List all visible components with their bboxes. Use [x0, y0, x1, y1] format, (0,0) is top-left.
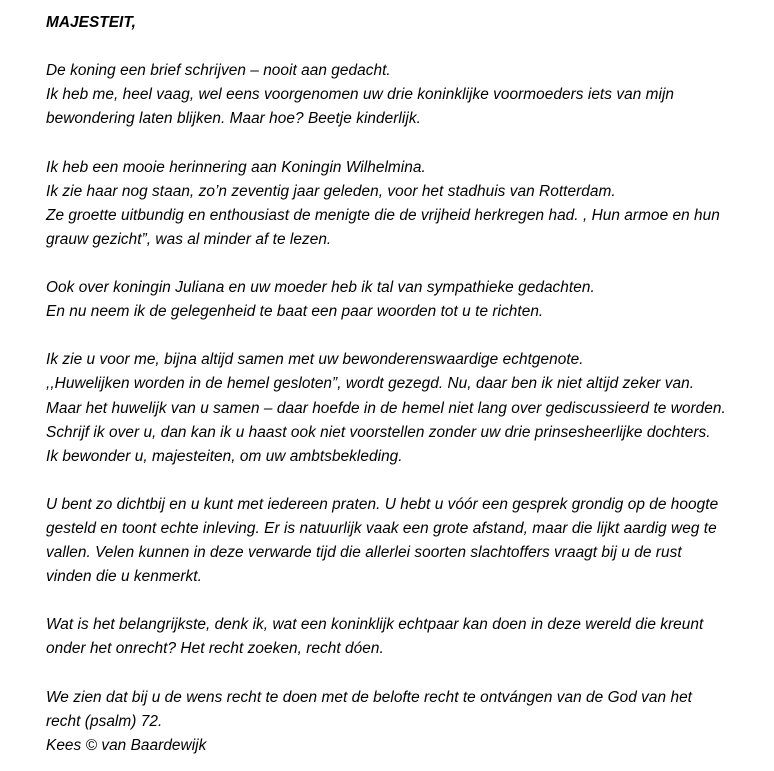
- salutation: MAJESTEIT,: [46, 14, 137, 31]
- text-line: Maar het huwelijk van u samen – daar hoefde in de hemel niet lang over gediscussieerd te worden.: [46, 399, 726, 417]
- text-line: recht (psalm) 72.: [46, 712, 163, 730]
- paragraph-1: [46, 59, 770, 131]
- text-line: De koning een brief schrijven – nooit aan gedacht.: [46, 62, 391, 80]
- text-line: Ik bewonder u, majesteiten, om uw ambtsbekleding.: [46, 447, 403, 465]
- paragraph-6: [46, 613, 770, 661]
- text-line: En nu neem ik de gelegenheid te baat een paar woorden tot u te richten.: [46, 303, 544, 321]
- paragraph-2: [46, 156, 770, 252]
- text-line: Wat is het belangrijkste, denk ik, wat een koninklijk echtpaar kan doen in deze wereld die kreunt: [46, 616, 704, 634]
- signature: Kees © van Baardewijk: [46, 736, 207, 754]
- text-line: Ik zie haar nog staan, zo’n zeventig jaar geleden, voor het stadhuis van Rotterdam.: [46, 182, 616, 200]
- text-line: Ik zie u voor me, bijna altijd samen met uw bewonderenswaardige echtgenote.: [46, 351, 584, 369]
- text-line: U bent zo dichtbij en u kunt met iedereen praten. U hebt u vóór een gesprek grondig op de hoogte: [46, 495, 719, 513]
- text-line: vinden die u kenmerkt.: [46, 568, 202, 586]
- paragraph-3: [46, 276, 770, 324]
- text-line: Ook over koningin Juliana en uw moeder heb ik tal van sympathieke gedachten.: [46, 279, 595, 297]
- text-line: gesteld en toont echte inleving. Er is natuurlijk vaak een grote afstand, maar die lijkt aardig weg te: [46, 519, 717, 537]
- text-line: onder het onrecht? Het recht zoeken, recht dóen.: [46, 640, 384, 658]
- text-line: Ik heb een mooie herinnering aan Koningin Wilhelmina.: [46, 158, 426, 176]
- text-line: Ik heb me, heel vaag, wel eens voorgenomen uw drie koninklijke voormoeders iets van mijn: [46, 86, 675, 104]
- text-line: vallen. Velen kunnen in deze verwarde tijd die allerlei soorten slachtoffers vraagt bij u de rust: [46, 544, 682, 562]
- text-line: Ze groette uitbundig en enthousiast de menigte die de vrijheid herkregen had. , Hun armoe en hun: [46, 206, 720, 224]
- paragraph-7: [46, 686, 770, 758]
- text-line: We zien dat bij u de wens recht te doen met de belofte recht te ontvángen van de God van het: [46, 688, 693, 706]
- text-line: ,,Huwelijken worden in de hemel gesloten”, wordt gezegd. Nu, daar ben ik niet altijd zeker van.: [46, 375, 695, 393]
- letter-body: [46, 11, 770, 758]
- text-line: bewondering laten blijken. Maar hoe? Beetje kinderlijk.: [46, 110, 421, 128]
- text-line: grauw gezicht”, was al minder af te lezen.: [46, 230, 332, 248]
- paragraph-4: [46, 348, 770, 468]
- text-line: Schrijf ik over u, dan kan ik u haast ook niet voorstellen zonder uw drie prinsesheerlijke dochters.: [46, 423, 711, 441]
- paragraph-5: [46, 493, 770, 589]
